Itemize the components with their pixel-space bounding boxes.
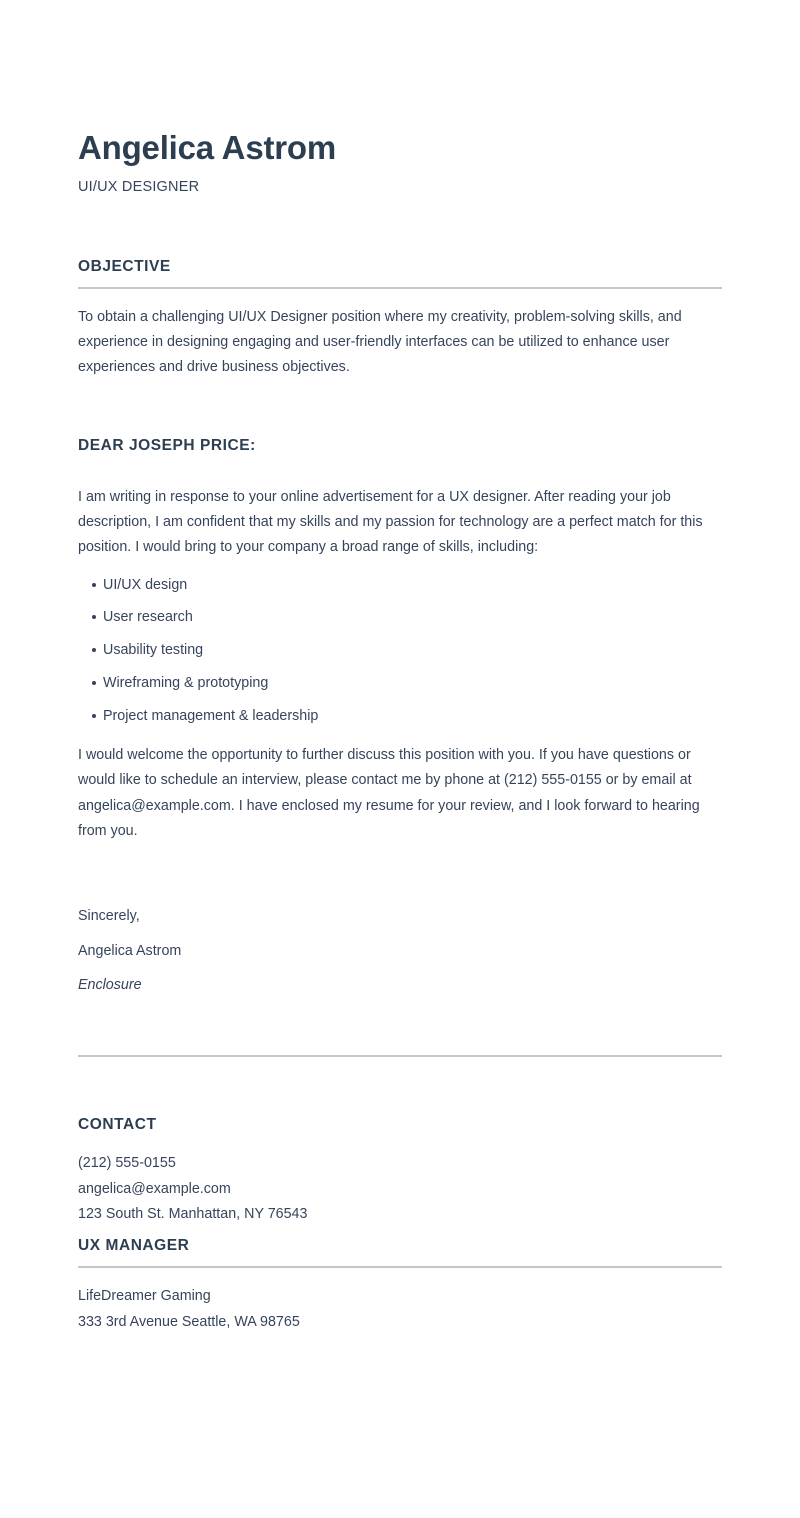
footer-divider-spacer: [78, 998, 722, 1055]
page-title: Angelica Astrom: [78, 129, 337, 166]
salutation-spacer: [78, 381, 722, 436]
enclosure-note: Enclosure: [78, 976, 142, 993]
top-spacer: [78, 0, 722, 128]
objective-spacer: [78, 195, 722, 257]
reference-company: LifeDreamer Gaming: [78, 1288, 211, 1305]
reference-address: 333 3rd Avenue Seattle, WA 98765: [78, 1313, 300, 1330]
list-item: UI/UX design: [78, 573, 722, 598]
signature-block: [78, 904, 722, 998]
list-item: Wireframing & prototyping: [78, 671, 722, 696]
objective-divider: [78, 287, 722, 289]
objective-section: [78, 257, 722, 381]
letter-body-section: [78, 436, 722, 845]
reference-section: [78, 1236, 722, 1335]
list-item: Usability testing: [78, 638, 722, 663]
objective-heading: OBJECTIVE: [78, 257, 171, 275]
letter-paragraph-2: I would welcome the opportunity to further discuss this position with you. If you have questions or would like to schedule an interview, please contact me by phone at (212) 555-0155 or by email at angelica@example.com. I have enclosed my resume for your review, and I look forward to hearing from you.: [78, 747, 700, 840]
reference-heading: UX MANAGER: [78, 1237, 190, 1255]
letter-header: [78, 128, 722, 195]
signature-name: Angelica Astrom: [78, 942, 182, 959]
contact-email: angelica@example.com: [78, 1180, 231, 1197]
contact-address: 123 South St. Manhattan, NY 76543: [78, 1205, 308, 1222]
skills-list: [78, 573, 722, 729]
footer-top-spacer: [78, 1057, 722, 1115]
list-item: User research: [78, 605, 722, 630]
salutation-heading: DEAR JOSEPH PRICE:: [78, 436, 256, 454]
contact-section: [78, 1115, 722, 1227]
reference-divider: [78, 1266, 722, 1268]
job-title-subtitle: UI/UX DESIGNER: [78, 178, 200, 195]
list-item: Project management & leadership: [78, 704, 722, 729]
letter-paragraph-1: I am writing in response to your online advertisement for a UX designer. After reading your job description, I am confident that my skills and my passion for technology are a perfect match for this position. I would bring to your company a broad range of skills, including:: [78, 488, 703, 556]
closing-salutation: Sincerely,: [78, 908, 140, 925]
contact-heading: CONTACT: [78, 1116, 157, 1134]
contact-phone: (212) 555-0155: [78, 1155, 176, 1172]
objective-text: To obtain a challenging UI/UX Designer position where my creativity, problem-solving skills, and experience in designing engaging and user-friendly interfaces can be utilized to enhance user experiences and drive business objectives.: [78, 308, 682, 376]
